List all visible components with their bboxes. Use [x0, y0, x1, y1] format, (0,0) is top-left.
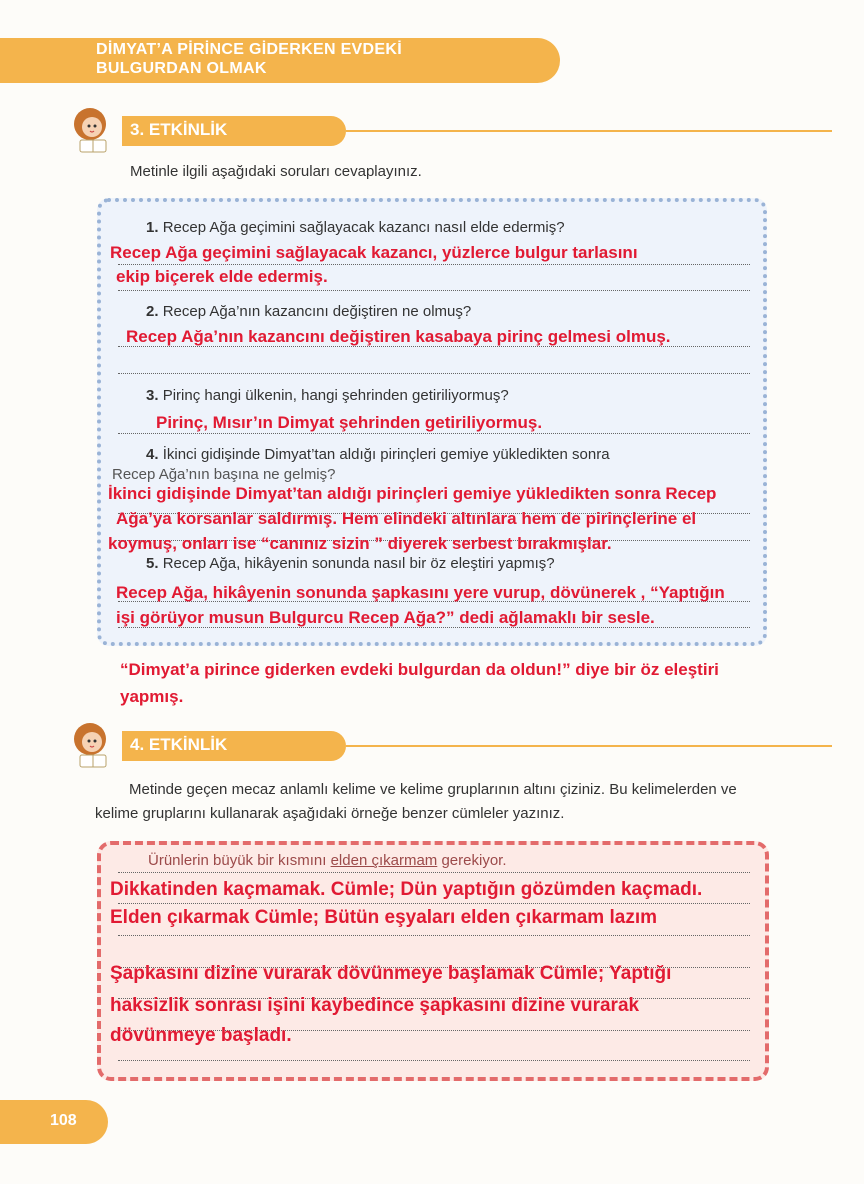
- answer-line: [118, 373, 750, 374]
- activity4-answer-3-line-1: Şapkasını dizine vurarak dövünmeye başlamak Cümle; Yaptığı: [110, 963, 672, 984]
- answer-2: Recep Ağa’nın kazancını değiştiren kasabaya pirinç gelmesi olmuş.: [126, 327, 671, 346]
- page-title: [96, 40, 402, 78]
- activity4-answer-3-line-2: haksizlik sonrası işini kaybedince şapkasını dizine vurarak: [110, 995, 640, 1016]
- title-line-1: DİMYAT’A PİRİNCE GİDERKEN EVDEKİ: [96, 41, 402, 58]
- activity4-answer-3-line-3: dövünmeye başladı.: [110, 1025, 292, 1046]
- girl-reading-icon: [60, 100, 122, 160]
- example-sentence: [148, 852, 507, 869]
- q1-number: 1.: [146, 219, 159, 236]
- activity3-rule: [346, 130, 832, 132]
- answer-4-line-3: koymuş, onları ise “canınız sizin ” diyerek serbest bırakmışlar.: [108, 534, 612, 553]
- answer-line: [118, 935, 750, 936]
- q5-text: Recep Ağa, hikâyenin sonunda nasıl bir öz eleştiri yapmış?: [162, 555, 555, 572]
- answer-line: [118, 872, 750, 873]
- q3-text: Pirinç hangi ülkenin, hangi şehrinden getiriliyormuş?: [162, 387, 509, 404]
- answer-line: [118, 1060, 750, 1061]
- activity4-heading: [60, 715, 820, 775]
- activity4-instruction: Metinde geçen mecaz anlamlı kelime ve kelime gruplarının altını çiziniz. Bu kelimelerden ve kelime gruplarını kullanarak aşağıdaki örneğe benzer cümleler yazınız.: [95, 781, 737, 822]
- page-number: 108: [50, 1112, 77, 1129]
- question-2: [146, 303, 471, 320]
- activity3-title: 3. ETKİNLİK: [130, 120, 228, 139]
- activity3-heading: [60, 100, 820, 160]
- activity4-answer-2: Elden çıkarmak Cümle; Bütün eşyaları elden çıkarmam lazım: [110, 907, 658, 928]
- q3-number: 3.: [146, 387, 159, 404]
- girl-reading-icon: [60, 715, 122, 775]
- answer-5-line-2: işi görüyor musun Bulgurcu Recep Ağa?” dedi ağlamaklı bir sesle.: [116, 608, 655, 627]
- answer-line: [118, 290, 750, 291]
- activity3-intro: Metinle ilgili aşağıdaki soruları cevaplayınız.: [130, 163, 422, 180]
- example-underlined: elden çıkarmam: [330, 852, 438, 869]
- page-number-tab: [0, 1100, 108, 1144]
- title-line-2: BULGURDAN OLMAK: [96, 60, 267, 77]
- q4-text: İkinci gidişinde Dimyat’tan aldığı pirinçleri gemiye yükledikten sonra: [162, 446, 610, 463]
- activity4-title: 4. ETKİNLİK: [130, 735, 228, 754]
- answer-4-line-2: Ağa’ya korsanlar saldırmış. Hem elindeki altınlara hem de pirinçlerine el: [116, 509, 697, 528]
- example-pre: Ürünlerin büyük bir kısmını: [148, 852, 331, 869]
- q2-number: 2.: [146, 303, 159, 320]
- answer-5-line-4: yapmış.: [120, 687, 184, 706]
- example-post: gerekiyor.: [437, 852, 507, 869]
- question-1: [146, 219, 565, 236]
- activity4-rule: [346, 745, 832, 747]
- answer-3: Pirinç, Mısır’ın Dimyat şehrinden getiriliyormuş.: [156, 413, 543, 432]
- activity4-answer-1: Dikkatinden kaçmamak. Cümle; Dün yaptığın gözümden kaçmadı.: [110, 879, 703, 900]
- answer-1-line-2: ekip biçerek elde edermiş.: [116, 267, 328, 286]
- question-3: [146, 387, 509, 404]
- answer-1-line-1: Recep Ağa geçimini sağlayacak kazancı, yüzlerce bulgur tarlasını: [110, 243, 638, 262]
- question-5: [146, 555, 555, 572]
- answer-5-line-1: Recep Ağa, hikâyenin sonunda şapkasını yere vurup, dövünerek , “Yaptığın: [116, 583, 725, 602]
- q5-number: 5.: [146, 555, 159, 572]
- answer-5-line-3: “Dimyat’a pirince giderken evdeki bulgurdan da oldun!” diye bir öz eleştiri: [120, 660, 719, 679]
- question-4: [146, 446, 610, 463]
- q4-number: 4.: [146, 446, 159, 463]
- q2-text: Recep Ağa’nın kazancını değiştiren ne olmuş?: [162, 303, 472, 320]
- q1-text: Recep Ağa geçimini sağlayacak kazancı nasıl elde edermiş?: [162, 219, 565, 236]
- q4-text-2: Recep Ağa’nın başına ne gelmiş?: [112, 466, 336, 483]
- answer-4-line-1: İkinci gidişinde Dimyat’tan aldığı pirinçleri gemiye yükledikten sonra Recep: [108, 484, 717, 503]
